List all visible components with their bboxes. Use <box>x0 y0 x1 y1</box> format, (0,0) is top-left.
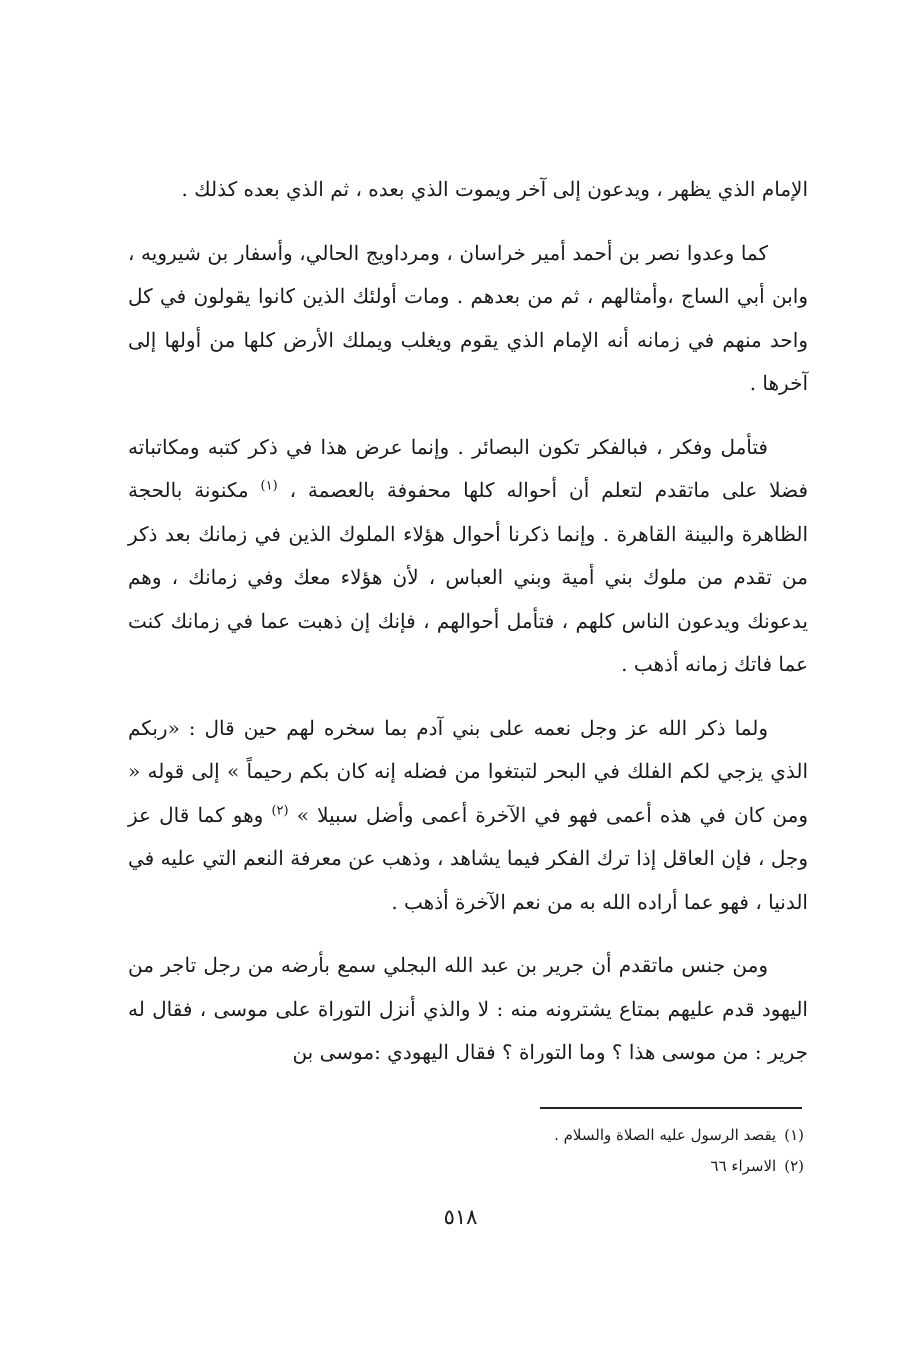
footnote-2-number: (٢) <box>784 1157 804 1175</box>
paragraph-5 <box>128 944 808 1075</box>
paragraph-4-text-a: ولما ذكر الله عز وجل نعمه على بني آدم بما سخره لهم حين قال : «ربكم الذي يزجي لكم الفلك في البحر لتبتغوا من فضله إنه كان بكم رحيماً » إلى قوله « ومن كان في هذه أعمى فهو في الآخرة أعمى وأضل سبيلا » <box>128 715 808 827</box>
paragraph-2 <box>128 232 808 406</box>
footnote-marker-1: (١) <box>260 478 278 494</box>
footnote-divider <box>540 1107 802 1109</box>
paragraph-1 <box>128 168 808 212</box>
paragraph-5-text: ومن جنس ماتقدم أن جرير بن عبد الله البجلي سمع بأرضه من رجل تاجر من اليهود قدم عليهم بمتاع يشترونه منه : لا والذي أنزل التوراة على موسى ، فقال له جرير : من موسى هذا ؟ وما التوراة ؟ فقال اليهودي :موسى بن <box>128 953 808 1064</box>
paragraph-1-text: الإمام الذي يظهر ، ويدعون إلى آخر ويموت الذي بعده ، ثم الذي بعده كذلك . <box>181 177 808 201</box>
paragraph-2-text: كما وعدوا نصر بن أحمد أمير خراسان ، ومرداويج الحالي، وأسفار بن شيرويه ، وابن أبي الساج ،وأمثالهم ، ثم من بعدهم . ومات أولئك الذين كانوا يقولون في كل واحد منهم في زمانه أنه الإمام الذي يقوم ويغلب ويملك الأرض كلها من أولها إلى آخرها . <box>128 240 808 395</box>
footnote-marker-2: (٢) <box>271 802 289 818</box>
page-number: ٥١٨ <box>443 1205 478 1229</box>
footnote-2-text: الاسراء ٦٦ <box>710 1157 777 1175</box>
footnote-1-text: يقصد الرسول عليه الصلاة والسلام . <box>554 1126 777 1144</box>
footnote-1-number: (١) <box>784 1126 804 1144</box>
main-text <box>128 168 808 1075</box>
paragraph-3 <box>128 426 808 687</box>
paragraph-3-text-a: فتأمل وفكر ، فبالفكر تكون البصائر . وإنما عرض هذا في ذكر كتبه ومكاتباته فضلا على ماتقدم لتعلم أن أحواله كلها محفوفة بالعصمة ، <box>128 434 809 502</box>
paragraph-3-text-b: مكنونة بالحجة الظاهرة والبينة القاهرة . وإنما ذكرنا أحوال هؤلاء الملوك الذين في زمانك بعد ذكر من تقدم من ملوك بني أمية وبني العباس ، لأن هؤلاء معك وفي زمانك ، وهم يدعونك ويدعون الناس كلهم ، فتأمل أحوالهم ، فإنك إن ذهبت عما في زمانك كنت عما فاتك زمانه أذهب . <box>128 478 808 676</box>
footnotes <box>420 1120 804 1182</box>
paragraph-4 <box>128 707 808 925</box>
footnote-2 <box>420 1151 804 1182</box>
paragraph-4-text-b: وهو كما قال عز وجل ، فإن العاقل إذا ترك الفكر فيما يشاهد ، وذهب عن معرفة النعم التي عليه في الدنيا ، فهو عما أراده الله به من نعم الآخرة أذهب . <box>128 802 808 914</box>
footnote-1 <box>420 1120 804 1151</box>
